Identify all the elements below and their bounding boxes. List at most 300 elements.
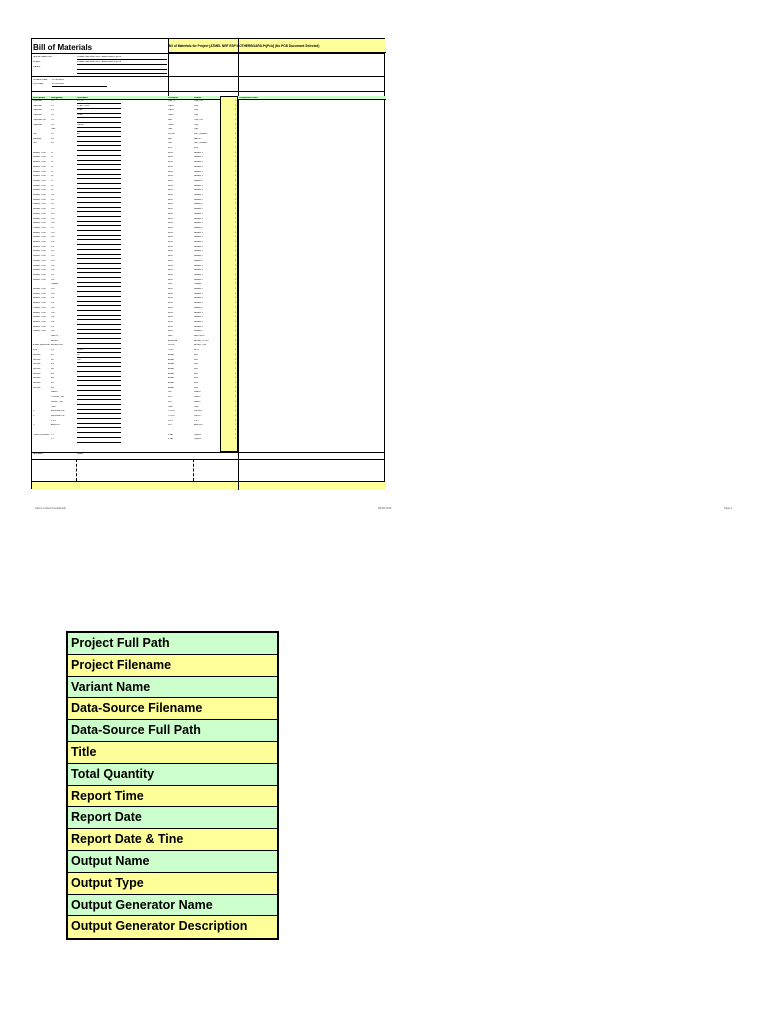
table-row bbox=[32, 142, 239, 146]
report-value-print: 07-08-2016 bbox=[52, 83, 64, 85]
table-cell: Res bbox=[194, 367, 198, 370]
quantity-cell: 1 bbox=[235, 382, 237, 384]
table-cell: Header 2 bbox=[194, 302, 203, 305]
col-header-component-kind: Component Kind bbox=[239, 96, 258, 99]
table-cell: Schottky bbox=[32, 137, 41, 140]
table-row bbox=[32, 373, 239, 377]
table-cell: TO92 bbox=[168, 349, 174, 352]
table-row bbox=[32, 260, 239, 264]
table-cell: TO220 bbox=[168, 414, 175, 417]
table-cell: Header, 2-Pin bbox=[32, 297, 46, 300]
table-cell: Cap_Pol bbox=[194, 118, 203, 121]
table-cell: Header, 2-Pin bbox=[32, 208, 46, 211]
table-row bbox=[32, 420, 239, 424]
table-cell: HDR bbox=[168, 241, 173, 243]
table-row bbox=[32, 406, 239, 410]
report-label-print: Print Date: bbox=[33, 83, 44, 85]
quantity-cell: 1 bbox=[235, 405, 237, 408]
quantity-cell: 1 bbox=[235, 179, 237, 182]
table-cell: Header, 2-Pin bbox=[32, 269, 46, 272]
table-cell: Header, 2-Pin bbox=[32, 250, 46, 253]
col-header-libref: LibRef bbox=[194, 96, 202, 99]
table-cell: Header, 2-Pin bbox=[32, 241, 46, 243]
quantity-cell: 1 bbox=[235, 259, 237, 262]
table-cell: R3 bbox=[51, 363, 54, 366]
table-row bbox=[32, 194, 239, 198]
table-row bbox=[32, 368, 239, 372]
table-cell: J6 bbox=[51, 175, 54, 178]
quantity-cell: 1 bbox=[235, 358, 237, 361]
table-cell: Res bbox=[194, 363, 198, 366]
table-cell bbox=[51, 147, 76, 151]
table-row bbox=[32, 401, 239, 405]
table-cell: SW bbox=[168, 400, 172, 403]
table-cell: HDR bbox=[168, 292, 173, 295]
table-row bbox=[32, 312, 239, 316]
field-total-quantity[interactable]: Total Quantity bbox=[68, 764, 277, 786]
quantity-cell: 1 bbox=[235, 320, 237, 323]
table-cell: J5 bbox=[51, 170, 54, 173]
table-cell: J32 bbox=[51, 302, 55, 305]
table-cell: Header 2 bbox=[194, 325, 203, 328]
param-value-source: ATMEL NRF ESP MOTHERBOARD.PrjPcb bbox=[77, 56, 122, 58]
quantity-cell: 1 bbox=[235, 250, 237, 253]
table-cell: HDR bbox=[168, 203, 173, 206]
table-row bbox=[32, 147, 239, 151]
field-project-full-path[interactable]: Project Full Path bbox=[68, 633, 277, 655]
table-cell: Header 2 bbox=[194, 222, 203, 225]
table-cell: Header, 2-Pin bbox=[32, 222, 46, 225]
table-cell: SOT bbox=[168, 424, 173, 427]
quantity-cell: 1 bbox=[235, 429, 237, 431]
table-row bbox=[32, 222, 239, 226]
quantity-cell: 1 bbox=[235, 372, 237, 375]
table-row bbox=[32, 434, 239, 438]
notes-label: Notes bbox=[77, 453, 84, 455]
quantity-cell: 1 bbox=[235, 353, 237, 356]
table-cell: Crystal bbox=[194, 433, 201, 436]
table-cell: HDR bbox=[168, 212, 173, 215]
quantity-cell: 1 bbox=[235, 339, 237, 342]
table-row bbox=[32, 152, 239, 156]
table-cell: Capacitor bbox=[32, 100, 42, 102]
table-cell: CAP bbox=[194, 128, 199, 131]
table-cell: XTAL bbox=[168, 438, 174, 441]
table-row bbox=[32, 382, 239, 386]
param-label-project: Project: bbox=[33, 61, 41, 63]
table-cell: Res bbox=[194, 386, 198, 389]
table-cell: Header, 2-Pin bbox=[32, 175, 46, 178]
table-row bbox=[32, 236, 239, 240]
table-row bbox=[32, 307, 239, 311]
table-cell: Resistor bbox=[32, 358, 41, 361]
quantity-cell: 1 bbox=[235, 367, 237, 370]
bom-sheet bbox=[31, 38, 385, 489]
table-cell: Header 2 bbox=[194, 217, 203, 220]
table-cell: J17 bbox=[51, 226, 55, 229]
table-cell: Capacitor bbox=[32, 104, 42, 107]
field-title[interactable]: Title bbox=[68, 742, 277, 764]
table-cell bbox=[168, 429, 193, 433]
quantity-cell: 1 bbox=[235, 142, 237, 145]
col-header-description: Description bbox=[32, 96, 46, 99]
table-cell: HDR bbox=[168, 255, 173, 258]
table-cell: HDR bbox=[168, 273, 173, 276]
table-cell: LED_GREEN bbox=[194, 132, 208, 135]
quantity-cell: 1 bbox=[235, 189, 237, 192]
table-cell: LED bbox=[32, 142, 37, 145]
table-cell: Header, 2-Pin bbox=[32, 292, 46, 295]
table-cell: Header 2 bbox=[194, 269, 203, 272]
field-data-source-filename[interactable]: Data-Source Filename bbox=[68, 698, 277, 720]
table-cell: R7 bbox=[51, 382, 54, 384]
table-cell: J3 bbox=[51, 161, 54, 164]
table-cell: HDR bbox=[168, 231, 173, 234]
quantity-cell: 1 bbox=[235, 212, 237, 215]
table-cell: J34 bbox=[51, 311, 55, 314]
quantity-cell: 1 bbox=[235, 151, 237, 154]
quantity-cell: 1 bbox=[235, 203, 237, 206]
table-cell: XTAL bbox=[168, 433, 174, 436]
table-cell: Res bbox=[194, 353, 198, 356]
table-cell: LM1117 bbox=[194, 414, 202, 417]
quantity-cell: 1 bbox=[235, 241, 237, 243]
col-header-footprint: Footprint bbox=[168, 96, 179, 99]
quantity-cell: 1 bbox=[235, 123, 237, 126]
table-cell: HDR bbox=[168, 288, 173, 290]
quantity-cell: 1 bbox=[235, 278, 237, 281]
table-cell: HDR bbox=[168, 316, 173, 319]
quantity-cell: 1 bbox=[235, 156, 237, 159]
table-cell: Resistor bbox=[32, 382, 41, 384]
quantity-cell: 1 bbox=[235, 283, 237, 286]
table-cell: Header, 2-Pin bbox=[32, 278, 46, 281]
table-row bbox=[32, 438, 239, 442]
table-cell: CAP bbox=[51, 128, 56, 131]
table-row bbox=[32, 279, 239, 283]
table-row bbox=[32, 349, 239, 353]
table-cell: J1 bbox=[51, 151, 54, 154]
table-cell: ATMEL processor bbox=[32, 344, 50, 347]
report-fields-table bbox=[66, 631, 279, 940]
table-cell: Header 2 bbox=[194, 259, 203, 262]
table-cell: Header, 2-Pin bbox=[32, 212, 46, 215]
table-cell: Header 2 bbox=[194, 194, 203, 196]
table-cell: D2 bbox=[51, 137, 54, 140]
table-row bbox=[32, 124, 239, 128]
table-cell: 0.1 UF bbox=[77, 100, 84, 102]
table-cell: Header, 2-Pin bbox=[32, 330, 46, 333]
table-cell: Header 2 bbox=[194, 151, 203, 154]
table-cell: J11 bbox=[51, 198, 55, 201]
table-cell: D3 bbox=[51, 142, 54, 145]
quantity-cell: 1 bbox=[235, 377, 237, 380]
table-cell: Header, 2-Pin bbox=[32, 320, 46, 323]
table-cell: J24 bbox=[51, 259, 55, 262]
table-cell: IC bbox=[32, 410, 35, 413]
table-cell: JMP bbox=[168, 283, 173, 286]
table-cell: Resistor bbox=[32, 386, 41, 389]
table-cell: Y2 bbox=[51, 438, 54, 441]
table-cell: LM7805 bbox=[194, 410, 202, 413]
table-cell: HDR bbox=[168, 151, 173, 154]
table-cell: ATMEL328P bbox=[51, 344, 64, 347]
table-cell: J27 bbox=[51, 273, 55, 276]
table-cell: Header, 2-Pin bbox=[32, 302, 46, 305]
table-row bbox=[32, 227, 239, 231]
table-cell: J2 bbox=[51, 156, 54, 159]
table-cell bbox=[33, 391, 51, 395]
field-data-source-full-path[interactable]: Data-Source Full Path bbox=[68, 720, 277, 742]
table-row bbox=[32, 424, 239, 428]
quantity-cell: 1 bbox=[235, 302, 237, 305]
table-cell: HDR bbox=[168, 198, 173, 201]
quantity-cell: 1 bbox=[235, 438, 237, 441]
table-cell: R4 bbox=[51, 367, 54, 370]
table-row bbox=[32, 269, 239, 273]
quantity-cell: 1 bbox=[235, 147, 237, 149]
table-cell: HDR bbox=[168, 165, 173, 168]
field-variant-name[interactable]: Variant Name bbox=[68, 677, 277, 699]
table-cell: R2 bbox=[51, 358, 54, 361]
quantity-cell: 1 bbox=[235, 255, 237, 258]
table-cell: Q1 bbox=[51, 349, 54, 352]
table-row bbox=[32, 166, 239, 170]
table-cell: J8 bbox=[51, 184, 54, 187]
table-cell: Resistor bbox=[32, 353, 41, 356]
table-cell: Header, 2-Pin bbox=[32, 245, 46, 248]
table-cell bbox=[33, 283, 51, 287]
table-cell: CAP0 bbox=[168, 114, 174, 117]
table-row bbox=[32, 265, 239, 269]
table-cell: USB bbox=[168, 405, 173, 408]
table-cell: BC bbox=[77, 132, 81, 135]
quantity-cell: 1 bbox=[235, 292, 237, 295]
table-cell: Header 2 bbox=[194, 297, 203, 300]
table-row bbox=[32, 359, 239, 363]
quantity-cell: 1 bbox=[235, 433, 237, 436]
table-row bbox=[32, 218, 239, 222]
table-cell: Header, 2-Pin bbox=[32, 189, 46, 192]
table-cell: Header 2 bbox=[194, 231, 203, 234]
table-cell: HDR bbox=[168, 269, 173, 272]
table-row bbox=[32, 138, 239, 142]
table-row bbox=[32, 119, 239, 123]
table-cell: Header 2 bbox=[194, 250, 203, 253]
quantity-cell: 1 bbox=[235, 165, 237, 168]
table-row bbox=[32, 156, 239, 160]
table-cell: AXIAL bbox=[168, 367, 175, 370]
table-row bbox=[32, 180, 239, 184]
table-cell: Header 2 bbox=[194, 306, 203, 309]
quantity-cell: 1 bbox=[235, 128, 237, 131]
table-cell: Header, 2-Pin bbox=[32, 255, 46, 258]
table-row bbox=[32, 429, 239, 433]
table-row bbox=[32, 326, 239, 330]
quantity-cell: 1 bbox=[235, 137, 237, 140]
table-cell: J19 bbox=[51, 236, 55, 239]
quantity-cell: 1 bbox=[235, 222, 237, 225]
table-cell: Header 2 bbox=[194, 161, 203, 164]
table-cell: Header 2 bbox=[194, 245, 203, 248]
table-cell: Switch bbox=[51, 391, 58, 394]
table-cell: HDR bbox=[168, 194, 173, 196]
table-cell: Cap bbox=[194, 109, 199, 112]
quantity-cell: 1 bbox=[235, 198, 237, 201]
table-cell bbox=[194, 429, 219, 433]
quantity-cell: 1 bbox=[235, 264, 237, 267]
table-cell: ATMEGA bbox=[168, 339, 178, 342]
table-row bbox=[32, 105, 239, 109]
table-cell: J26 bbox=[51, 269, 55, 272]
table-cell: LED_GREEN bbox=[194, 142, 208, 145]
table-cell: Header, 2-Pin bbox=[32, 179, 46, 182]
table-cell: NRF24 bbox=[51, 335, 58, 337]
table-cell: FTDI bbox=[168, 419, 173, 422]
quantity-cell: 1 bbox=[235, 344, 237, 347]
quantity-cell: 1 bbox=[235, 194, 237, 196]
table-cell: HDR bbox=[168, 278, 173, 281]
table-cell: J23 bbox=[51, 255, 55, 258]
table-cell: BC547 bbox=[77, 349, 84, 352]
table-row bbox=[32, 175, 239, 179]
table-row bbox=[32, 302, 239, 306]
table-cell: Header 2 bbox=[194, 264, 203, 267]
quantity-cell: 1 bbox=[235, 391, 237, 394]
table-cell: HDR bbox=[168, 184, 173, 187]
table-cell: AXIAL bbox=[168, 358, 175, 361]
table-cell: AXIAL bbox=[168, 377, 175, 380]
table-cell: AXIAL bbox=[168, 363, 175, 366]
table-cell: FTDI bbox=[51, 419, 56, 422]
col-header-comment: Comment bbox=[77, 96, 88, 99]
table-cell: Header, 2-Pin bbox=[32, 311, 46, 314]
table-cell: Header, 2-Pin bbox=[32, 161, 46, 164]
table-cell: Header 2 bbox=[194, 226, 203, 229]
table-cell: Cap_Pol bbox=[194, 100, 203, 102]
field-report-date[interactable]: Report Date bbox=[68, 807, 277, 829]
table-cell: J21 bbox=[51, 245, 55, 248]
table-cell: POWER_SW bbox=[51, 396, 65, 399]
table-cell: NRF24L01 bbox=[194, 335, 205, 337]
table-cell: C4 bbox=[51, 114, 54, 117]
table-cell: Header, 2-Pin bbox=[32, 203, 46, 206]
table-row bbox=[32, 255, 239, 259]
table-cell: LED bbox=[168, 142, 173, 145]
table-cell: CAP0 bbox=[168, 104, 174, 107]
table-cell: NPN bbox=[32, 349, 38, 352]
quantity-cell: 1 bbox=[235, 316, 237, 319]
table-cell: Header, 2-Pin bbox=[32, 259, 46, 262]
table-row bbox=[32, 335, 239, 339]
table-cell: R5 bbox=[51, 372, 54, 375]
field-report-date-time[interactable]: Report Date & Tine bbox=[68, 829, 277, 851]
table-cell: NRF bbox=[168, 335, 173, 337]
table-cell: Resistor bbox=[32, 367, 41, 370]
table-cell: J35 bbox=[51, 316, 55, 319]
report-value-creation: 07-08-2016 bbox=[52, 79, 64, 81]
quantity-cell: 1 bbox=[235, 306, 237, 309]
table-cell: Header, 2-Pin bbox=[32, 325, 46, 328]
table-row bbox=[32, 241, 239, 245]
table-cell: Header 2 bbox=[194, 330, 203, 333]
table-cell: Header 2 bbox=[194, 189, 203, 192]
table-cell: J9 bbox=[51, 189, 54, 192]
bom-subtitle: Bill of Materials for Project [ATMEL NRF ESP MOTHERBOARD.PrjPcb] (No PCB Document Selected) bbox=[168, 44, 320, 48]
quantity-cell: 1 bbox=[235, 245, 237, 248]
quantity-cell: 1 bbox=[235, 330, 237, 333]
table-cell: AXIAL bbox=[168, 386, 175, 389]
table-cell: DIP28 bbox=[168, 344, 175, 347]
field-project-filename[interactable]: Project Filename bbox=[68, 655, 277, 677]
table-cell: HDR bbox=[168, 217, 173, 220]
table-cell: RESET_SW bbox=[51, 400, 64, 403]
field-output-generator-description[interactable]: Output Generator Description bbox=[68, 916, 277, 938]
quantity-cell: 1 bbox=[235, 231, 237, 234]
table-row bbox=[32, 297, 239, 301]
quantity-cell: 1 bbox=[235, 184, 237, 187]
table-cell: Res bbox=[194, 372, 198, 375]
table-cell: J22 bbox=[51, 250, 55, 253]
table-cell: Header 2 bbox=[194, 292, 203, 295]
table-cell: IC bbox=[32, 424, 35, 427]
table-cell: HDR bbox=[168, 170, 173, 173]
table-cell: HDR bbox=[168, 236, 173, 239]
table-row bbox=[32, 391, 239, 395]
table-cell: Header 2 bbox=[194, 170, 203, 173]
table-cell: Header, 2-Pin bbox=[32, 236, 46, 239]
table-cell: J30 bbox=[51, 292, 55, 295]
table-cell: J7 bbox=[51, 179, 54, 182]
quantity-cell: 1 bbox=[235, 217, 237, 220]
table-cell: Header 2 bbox=[194, 311, 203, 314]
table-row bbox=[32, 133, 239, 137]
quantity-cell: 1 bbox=[235, 349, 237, 352]
table-cell: HDR bbox=[168, 330, 173, 333]
table-cell: Switch bbox=[194, 400, 201, 403]
field-output-name[interactable]: Output Name bbox=[68, 851, 277, 873]
table-cell: Header 2 bbox=[194, 198, 203, 201]
field-report-time[interactable]: Report Time bbox=[68, 786, 277, 808]
table-row bbox=[32, 246, 239, 250]
table-cell: Header, 2-Pin bbox=[32, 306, 46, 309]
table-cell: USB bbox=[194, 405, 199, 408]
table-cell: Res bbox=[194, 382, 198, 384]
quantity-cell: 1 bbox=[235, 410, 237, 413]
table-cell: AMS1117 bbox=[194, 424, 204, 427]
table-cell: J16 bbox=[51, 222, 55, 225]
table-cell: 22 pF, 22 pF bbox=[77, 104, 90, 107]
field-output-type[interactable]: Output Type bbox=[68, 873, 277, 895]
table-cell: 1K bbox=[77, 353, 80, 356]
quantity-cell: 1 bbox=[235, 288, 237, 290]
table-row bbox=[32, 232, 239, 236]
table-cell: Header 2 bbox=[194, 320, 203, 323]
table-cell: HDR bbox=[168, 297, 173, 300]
table-cell bbox=[33, 396, 51, 400]
field-output-generator-name[interactable]: Output Generator Name bbox=[68, 895, 277, 917]
table-cell: Header 2 bbox=[194, 273, 203, 276]
table-cell: Header 2 bbox=[194, 278, 203, 281]
table-cell bbox=[33, 340, 51, 344]
table-row bbox=[32, 274, 239, 278]
table-cell: Header, 2-Pin bbox=[32, 184, 46, 187]
quantity-cell: 1 bbox=[235, 363, 237, 366]
quantity-cell: 1 bbox=[235, 236, 237, 239]
table-cell: ESP bbox=[194, 147, 199, 149]
table-cell: ATMEL_328 bbox=[194, 344, 206, 347]
table-cell: CAP0 bbox=[168, 123, 174, 126]
